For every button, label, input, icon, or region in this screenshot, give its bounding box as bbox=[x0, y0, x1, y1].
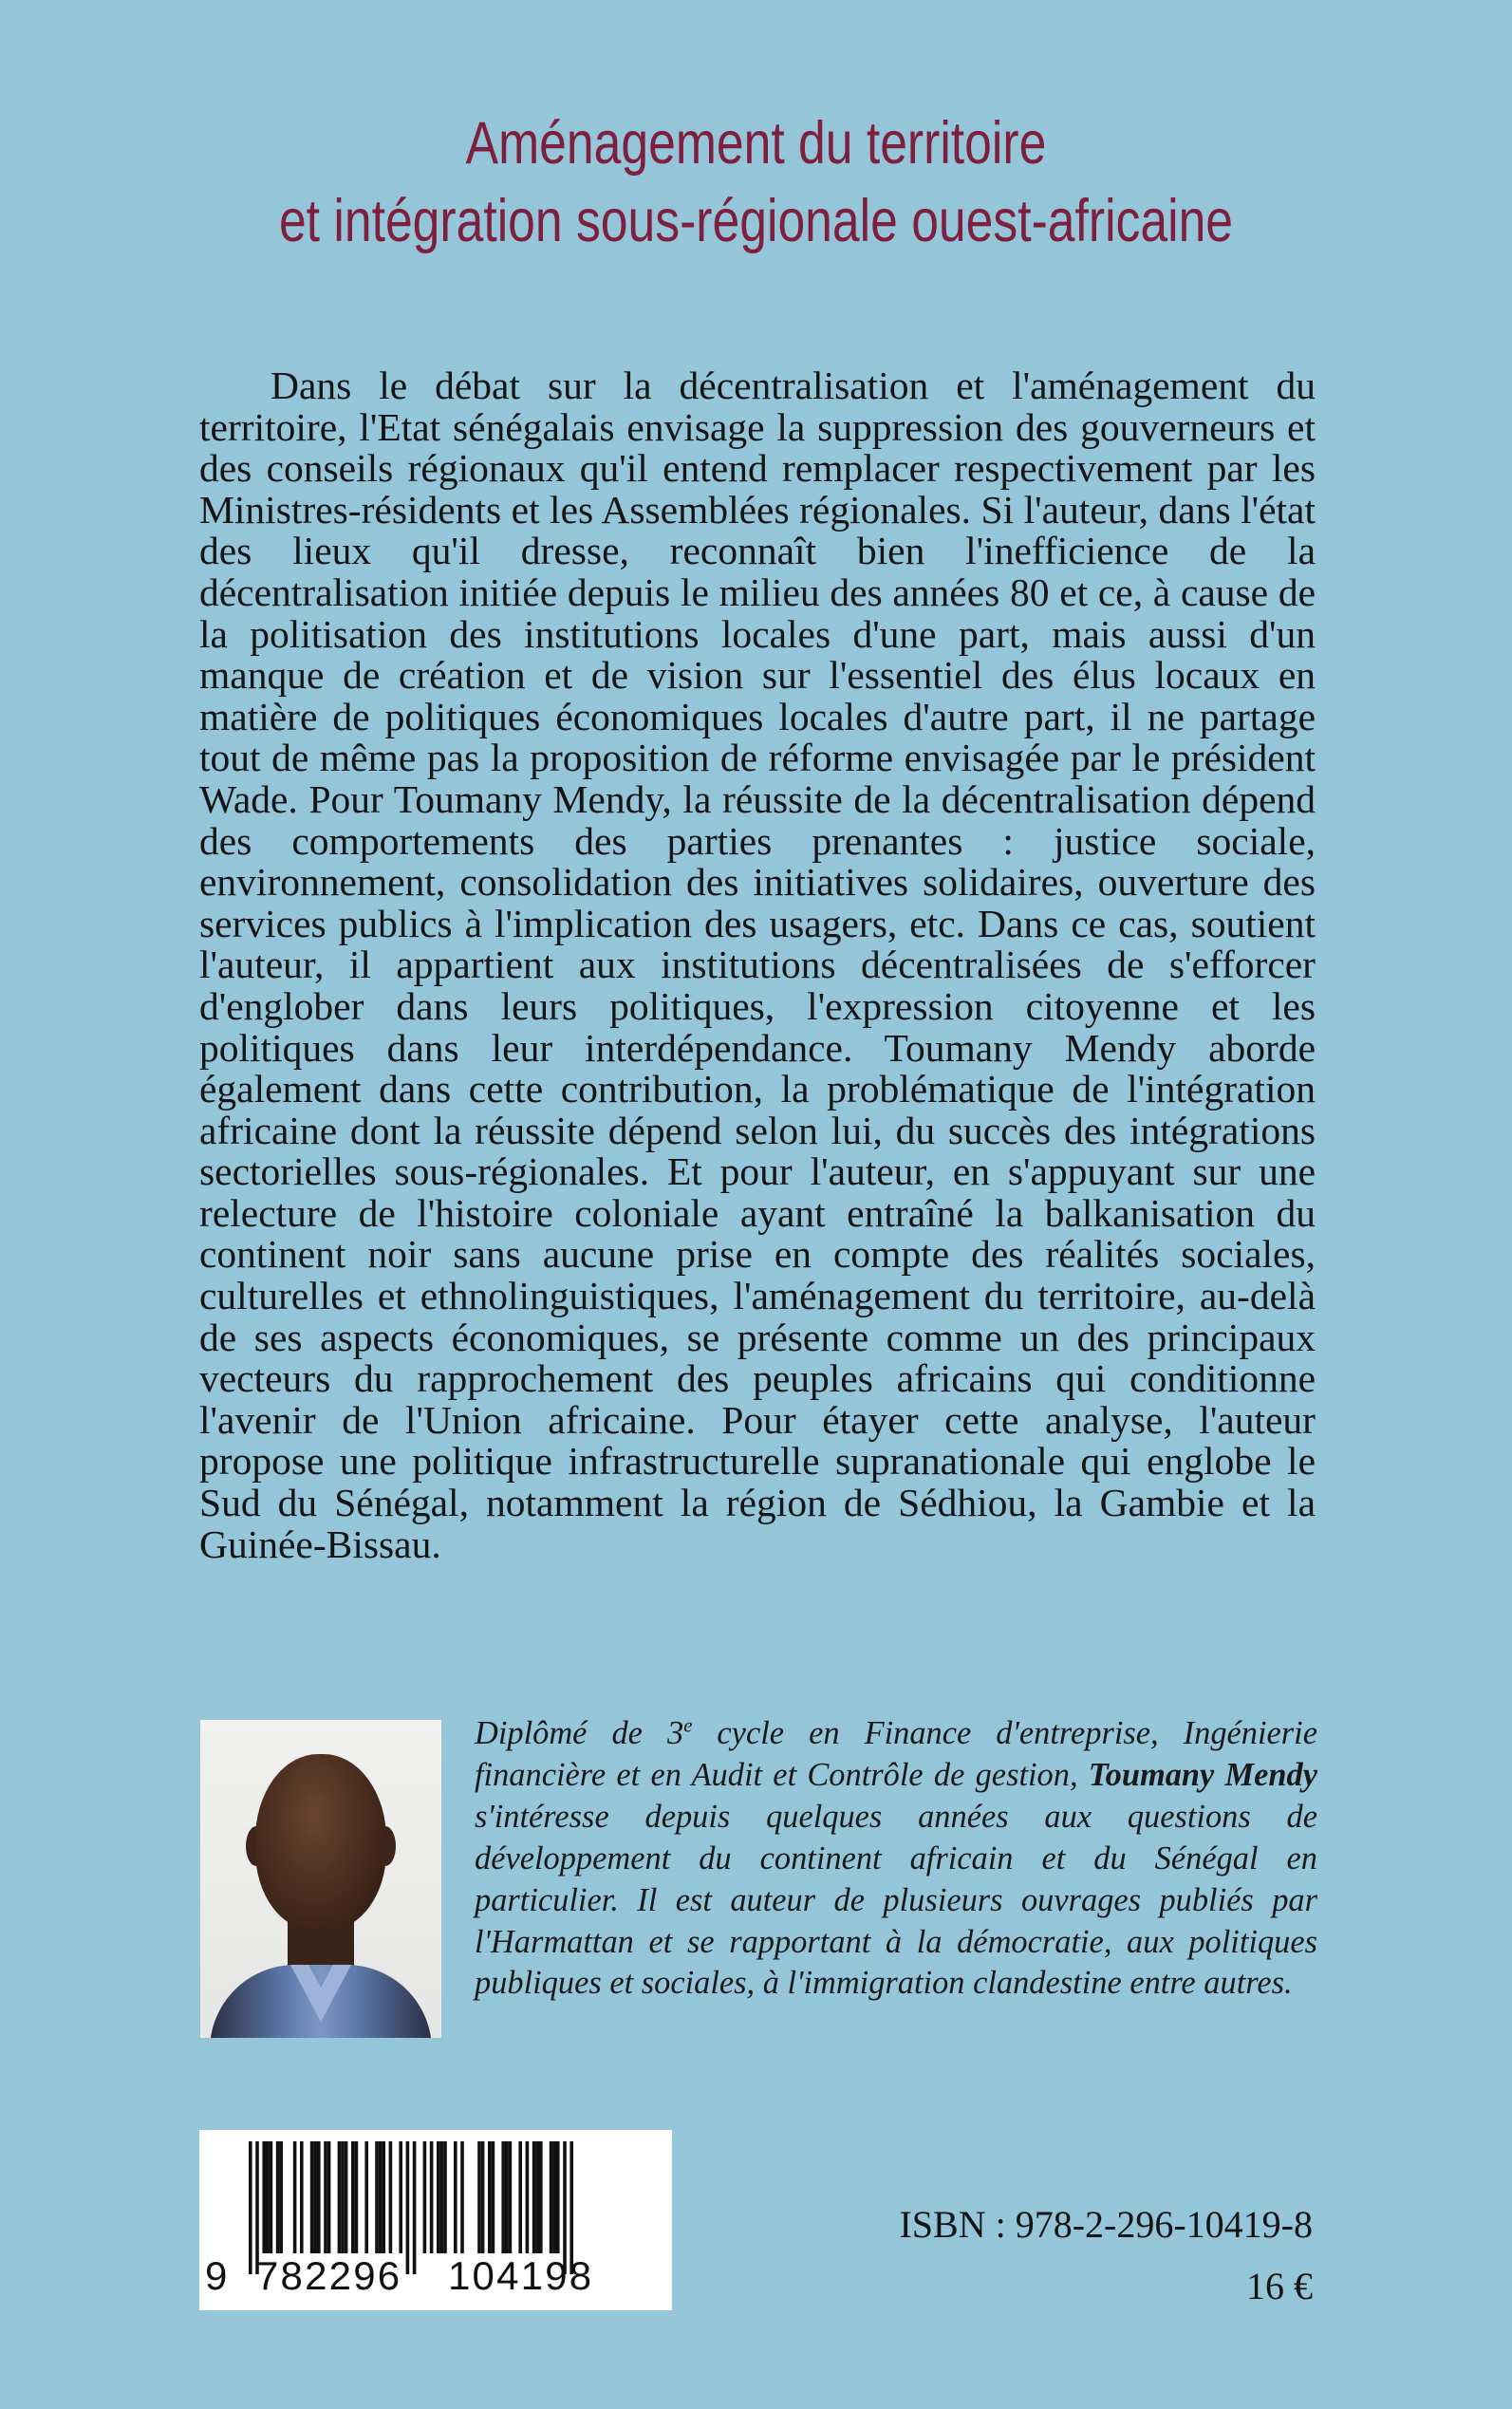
isbn: ISBN : 978-2-296-10419-8 bbox=[899, 2203, 1313, 2246]
barcode-bar bbox=[413, 2141, 417, 2274]
barcode-bar bbox=[375, 2141, 379, 2253]
barcode-bar bbox=[270, 2141, 273, 2253]
barcode-bar bbox=[249, 2141, 252, 2274]
barcode-bar bbox=[327, 2141, 331, 2253]
barcode-bar bbox=[556, 2141, 560, 2253]
barcode-group-2: 104198 bbox=[448, 2253, 594, 2298]
barcode-bar bbox=[324, 2141, 327, 2253]
barcode-bar bbox=[351, 2141, 355, 2253]
barcode-bar bbox=[460, 2141, 464, 2253]
barcode-bar bbox=[430, 2141, 434, 2253]
barcode-bar bbox=[505, 2141, 509, 2253]
barcode-bar bbox=[440, 2141, 444, 2253]
book-title bbox=[136, 104, 1375, 260]
barcode-bar bbox=[526, 2141, 530, 2253]
barcode-bar bbox=[300, 2141, 304, 2253]
barcode-bar bbox=[535, 2141, 539, 2253]
barcode-bar bbox=[389, 2141, 393, 2253]
barcode-bar bbox=[443, 2141, 447, 2253]
barcode-group-1: 782296 bbox=[256, 2253, 402, 2298]
barcode-bar bbox=[488, 2141, 492, 2253]
price: 16 € bbox=[1246, 2265, 1313, 2307]
author-bio: Diplômé de 3e cycle en Finance d'entreprise, Ingénierie financière et en Audit et Contrôle de gestion, Toumany Mendy s'intéresse depuis quelques années aux questions de développement du continent africain et du Sénégal en particulier. Il est auteur de plusieurs ouvrages publiés par l'Harmattan et se rapportant à la démocratie, aux politiques publiques et sociales, à l'immigration clandestine entre autres. bbox=[475, 1715, 1317, 2002]
barcode-bar bbox=[382, 2141, 385, 2253]
book-summary: Dans le débat sur la décentralisation et l'aménagement du territoire, l'Etat sénégalais envisage la suppression des gouverneurs et des conseils régionaux qu'il entend remplacer respectivement par les Ministres-résidents et les Assemblées régionales. Si l'auteur, dans l'état des lieux qu'il dresse, reconnaît bien l'inefficience de la décentralisation initiée depuis le milieu des années 80 et ce, à cause de la politisation des institutions locales d'une part, mais aussi d'un manque de création et de vision sur l'essentiel des élus locaux en matière de politiques économiques locales d'autre part, il ne partage tout de même pas la proposition de réforme envisagée par le président Wade. Pour Toumany Mendy, la réussite de la décentralisation dépend des comportements des parties prenantes : justice sociale, environnement, consolidation des initiatives solidaires, ouverture des services publics à l'implication des usagers, etc. Dans ce cas, soutient l'auteur, il appartient aux institutions décentralisées de s'efforcer d'englober dans leurs politiques, l'expression citoyenne et les politiques dans leur interdépendance. Toumany Mendy aborde également dans cette contribution, la problématique de l'intégration africaine dont la réussite dépend selon lui, du succès des intégrations sectorielles sous-régionales. Et pour l'auteur, en s'appuyant sur une relecture de l'histoire coloniale ayant entraîné la balkanisation du continent noir sans aucune prise en compte des réalités sociales, culturelles et ethnolinguistiques, l'aménagement du territoire, au-delà de ses aspects économiques, se présente comme un des principaux vecteurs du rapprochement des peuples africains qui conditionne l'avenir de l'Union africaine. Pour étayer cette analyse, l'auteur propose une politique infrastructurelle supranationale qui englobe le Sud du Sénégal, notamment la région de Sédhiou, la Gambie et la Guinée-Bissau. bbox=[199, 364, 1316, 1566]
barcode-bar bbox=[355, 2141, 359, 2253]
barcode-bar bbox=[310, 2141, 314, 2253]
barcode-bar bbox=[399, 2141, 402, 2253]
title-line-2: et intégration sous-régionale ouest-africaine bbox=[278, 188, 1234, 254]
barcode-bar bbox=[345, 2141, 348, 2253]
barcode-bar bbox=[552, 2141, 556, 2253]
barcode-bar bbox=[477, 2141, 481, 2253]
barcode-bar bbox=[341, 2141, 345, 2253]
barcode-bar bbox=[262, 2141, 266, 2253]
title-line-1: Aménagement du territoire bbox=[465, 110, 1047, 177]
barcode-bar bbox=[518, 2141, 522, 2253]
barcode-bar bbox=[338, 2141, 342, 2253]
barcode bbox=[199, 2130, 672, 2310]
barcode-bar bbox=[492, 2141, 495, 2253]
barcode-bar bbox=[276, 2141, 280, 2253]
barcode-bar bbox=[364, 2141, 368, 2253]
barcode-bar bbox=[509, 2141, 513, 2253]
author-photo bbox=[200, 1720, 441, 2038]
barcode-bar bbox=[501, 2141, 505, 2253]
barcode-bar bbox=[423, 2141, 427, 2253]
barcode-bar bbox=[437, 2141, 440, 2253]
author-name: Toumany Mendy bbox=[1088, 1756, 1317, 1793]
barcode-bar bbox=[532, 2141, 536, 2253]
barcode-bar bbox=[313, 2141, 317, 2253]
barcode-bar bbox=[539, 2141, 543, 2253]
barcode-bar bbox=[279, 2141, 283, 2253]
barcode-bar bbox=[379, 2141, 383, 2253]
barcode-bar bbox=[454, 2141, 457, 2253]
barcode-bar bbox=[266, 2141, 270, 2253]
barcode-bar bbox=[406, 2141, 410, 2274]
barcode-lead-digit: 9 bbox=[205, 2253, 230, 2298]
barcode-bar bbox=[293, 2141, 297, 2253]
barcode-bar bbox=[481, 2141, 485, 2253]
barcode-bar bbox=[317, 2141, 321, 2253]
barcode-bar bbox=[550, 2141, 553, 2253]
